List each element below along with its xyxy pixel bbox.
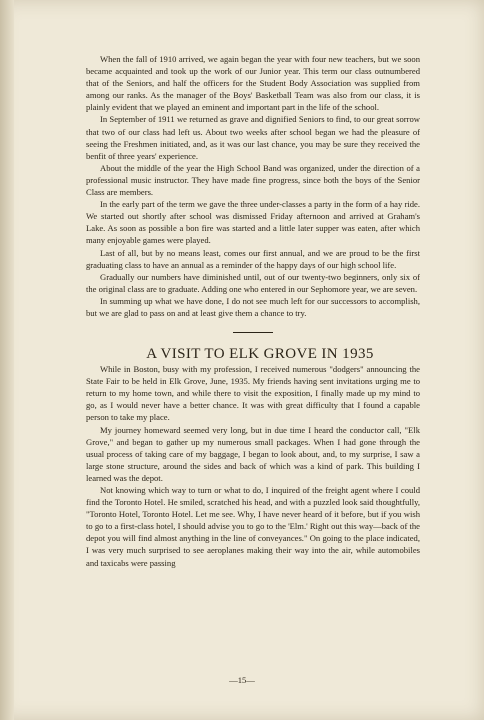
paragraph: Not knowing which way to turn or what to do, I inquired of the freight agent where I could find the Toronto Hotel. He smiled, scratched his head, and with a puzzled look said thoughtfully, "Toronto Hotel, Toronto Hotel. Let me see. Why, I have never heard of it before, but if you wish to go to a first-class hotel, I should advise you to go to the 'Elm.' Right out this way—back of the depot you will find almost anything in the line of conveyances." On going to the place indicated, I was very much surprised to see aeroplanes making their way into the air, while automobiles and taxicabs were passing [86,485,420,568]
paragraph: In the early part of the term we gave the three under-classes a party in the form of a hay ride. We started out shortly after school was dismissed Friday afternoon and arrived at Graham's Lake. As soon as possible a bon fire was started and a little later supper was eaten, after which many enjoyable games were played. [86,199,420,246]
page-text-column [86,53,420,569]
page-spine-shadow [0,0,14,720]
paragraph: When the fall of 1910 arrived, we again began the year with four new teachers, but we soon became acquainted and took up the work of our Junior year. This term our class outnumbered that of the Seniors, and half the officers for the Student Body Association was supplied from among our ranks. As the manager of the Boys' Basketball Team was also from our class, it is plainly evident that we played an eminent and important part in the life of the school. [86,54,420,113]
story-title: A VISIT TO ELK GROVE IN 1935 [146,346,374,363]
elk-grove-story-section [86,345,420,569]
paragraph: While in Boston, busy with my profession, I received numerous "dodgers" announcing the State Fair to be held in Elk Grove, June, 1935. My friends having sent invitations urging me to return to my home town, and while there to visit the exposition, I finally made up my mind to go, as I would never have a better chance. It was with great difficulty that I found a capable person to take my place. [86,364,420,423]
section-divider [233,332,273,333]
paragraph: Gradually our numbers have diminished until, out of our twenty-two beginners, only six of the original class are to graduate. Adding one who entered in our Sephomore year, we are seven. [86,271,420,294]
paragraph: Last of all, but by no means least, comes our first annual, and we are proud to be the first graduating class to have an annual as a reminder of the happy days of our high school life. [86,247,420,270]
paragraph: About the middle of the year the High School Band was organized, under the direction of a professional music instructor. They have made fine progress, since both the boys of the Senior Class are members. [86,162,420,198]
paragraph: My journey homeward seemed very long, but in due time I heard the conductor call, "Elk Grove," and began to gather up my numerous small packages. When I had gone through the usual process of taking care of my baggage, I began to look about, and, to my surprise, I saw a large stone structure, around the sides and back of which was a kind of park. This building I learned was the depot. [86,424,420,483]
page-number: —15— [229,675,255,685]
paragraph: In summing up what we have done, I do not see much left for our successors to accomplish, but we are glad to pass on and at least give them a chance to try. [86,295,420,318]
class-history-section [86,53,420,319]
paragraph: In September of 1911 we returned as grave and dignified Seniors to find, to our great sorrow that two of our class had left us. About two weeks after school began we had the pleasure of seeing the Freshmen initiated, and, as it was our last chance, you may be sure they received the benfit of three years' experience. [86,114,420,161]
